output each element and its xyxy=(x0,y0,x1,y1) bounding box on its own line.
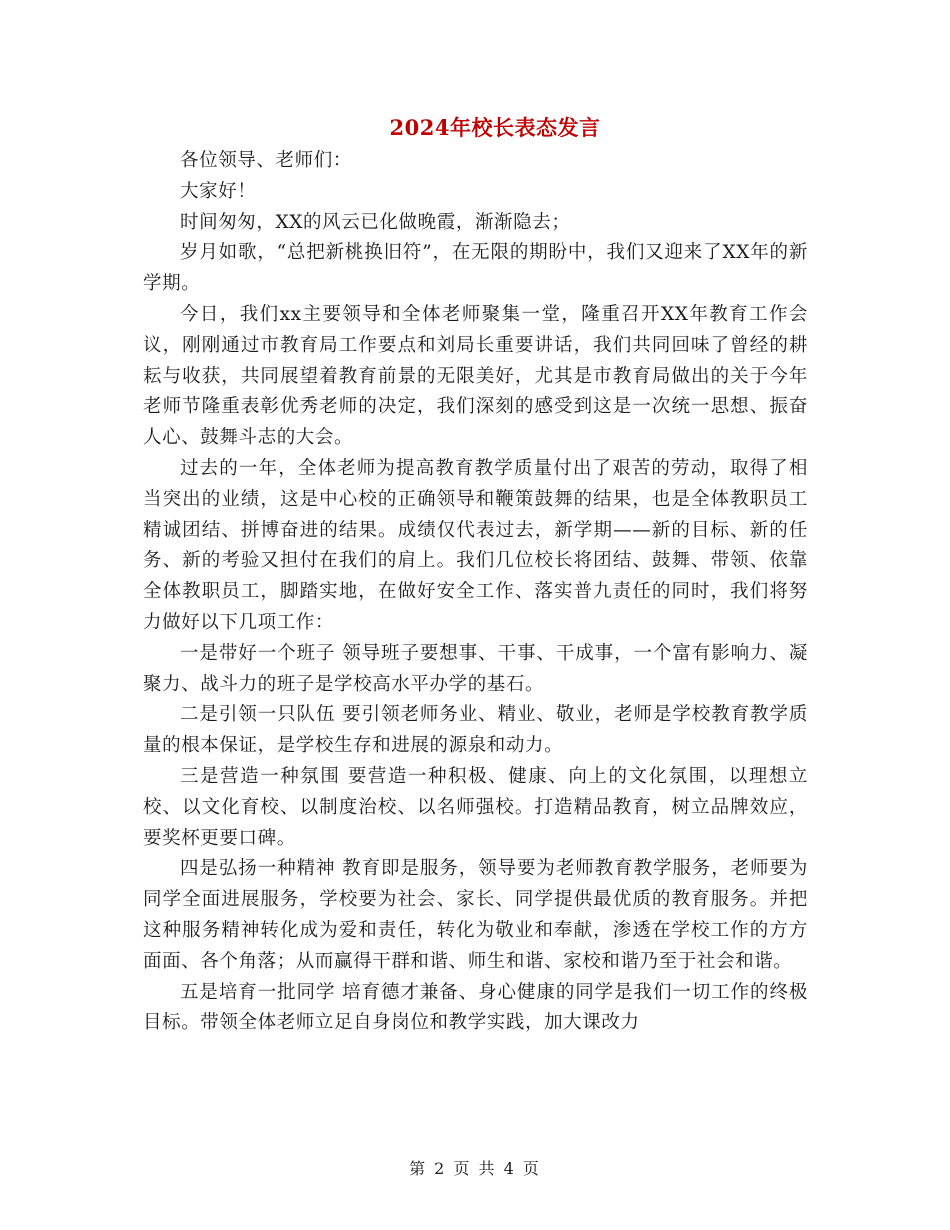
document-title: 2024年校长表态发言 xyxy=(389,115,601,140)
paragraph: 时间匆匆，XX的风云已化做晚霞，渐渐隐去； xyxy=(180,211,571,233)
paragraph: 过去的一年，全体老师为提高教育教学质量付出了艰苦的劳动，取得了相当突出的业绩，这是中心校的正确领导和鞭策鼓舞的结果，也是全体教职员工精诚团结、拼博奋进的结果。成绩仅代表过去，新学期——新的目标、新的任务、新的考验又担付在我们的肩上。我们几位校长将团结、鼓舞、带领、依靠全体教职员工，脚踏实地，在做好安全工作、落实普九责任的同时，我们将努力做好以下几项工作： xyxy=(143,457,808,633)
paragraph-salutation: 各位领导、老师们： xyxy=(180,150,352,171)
paragraph: 岁月如歌，“总把新桃换旧符”，在无限的期盼中，我们又迎来了XX年的新学期。 xyxy=(143,242,808,295)
document-body xyxy=(143,146,808,1039)
page-number-footer: 第 2 页 共 4 页 xyxy=(409,1159,541,1178)
paragraph-point-2: 二是引领一只队伍 要引领老师务业、精业、敬业，老师是学校教育教学质量的根本保证，是学校生存和进展的源泉和动力。 xyxy=(143,704,808,757)
paragraph-point-5: 五是培育一批同学 培育德才兼备、身心健康的同学是我们一切工作的终极目标。带领全体老师立足自身岗位和教学实践，加大课改力 xyxy=(143,981,808,1034)
paragraph-greeting: 大家好！ xyxy=(180,180,257,202)
paragraph-point-1: 一是带好一个班子 领导班子要想事、干事、干成事，一个富有影响力、凝聚力、战斗力的班子是学校高水平办学的基石。 xyxy=(143,642,808,695)
paragraph: 今日，我们xx主要领导和全体老师聚集一堂，隆重召开XX年教育工作会议，刚刚通过市教育局工作要点和刘局长重要讲话，我们共同回味了曾经的耕耘与收获，共同展望着教育前景的无限美好，尤其是市教育局做出的关于今年老师节隆重表彰优秀老师的决定，我们深刻的感受到这是一次统一思想、振奋人心、鼓舞斗志的大会。 xyxy=(143,303,808,449)
paragraph-point-3: 三是营造一种氛围 要营造一种积极、健康、向上的文化氛围，以理想立校、以文化育校、以制度治校、以名师强校。打造精品教育，树立品牌效应，要奖杯更要口碑。 xyxy=(143,765,808,849)
paragraph-point-4: 四是弘扬一种精神 教育即是服务，领导要为老师教育教学服务，老师要为同学全面进展服务，学校要为社会、家长、同学提供最优质的教育服务。并把这种服务精神转化成为爱和责任，转化为敬业和奉献，渗透在学校工作的方方面面、各个角落；从而赢得干群和谐、师生和谐、家校和谐乃至于社会和谐。 xyxy=(143,858,808,972)
